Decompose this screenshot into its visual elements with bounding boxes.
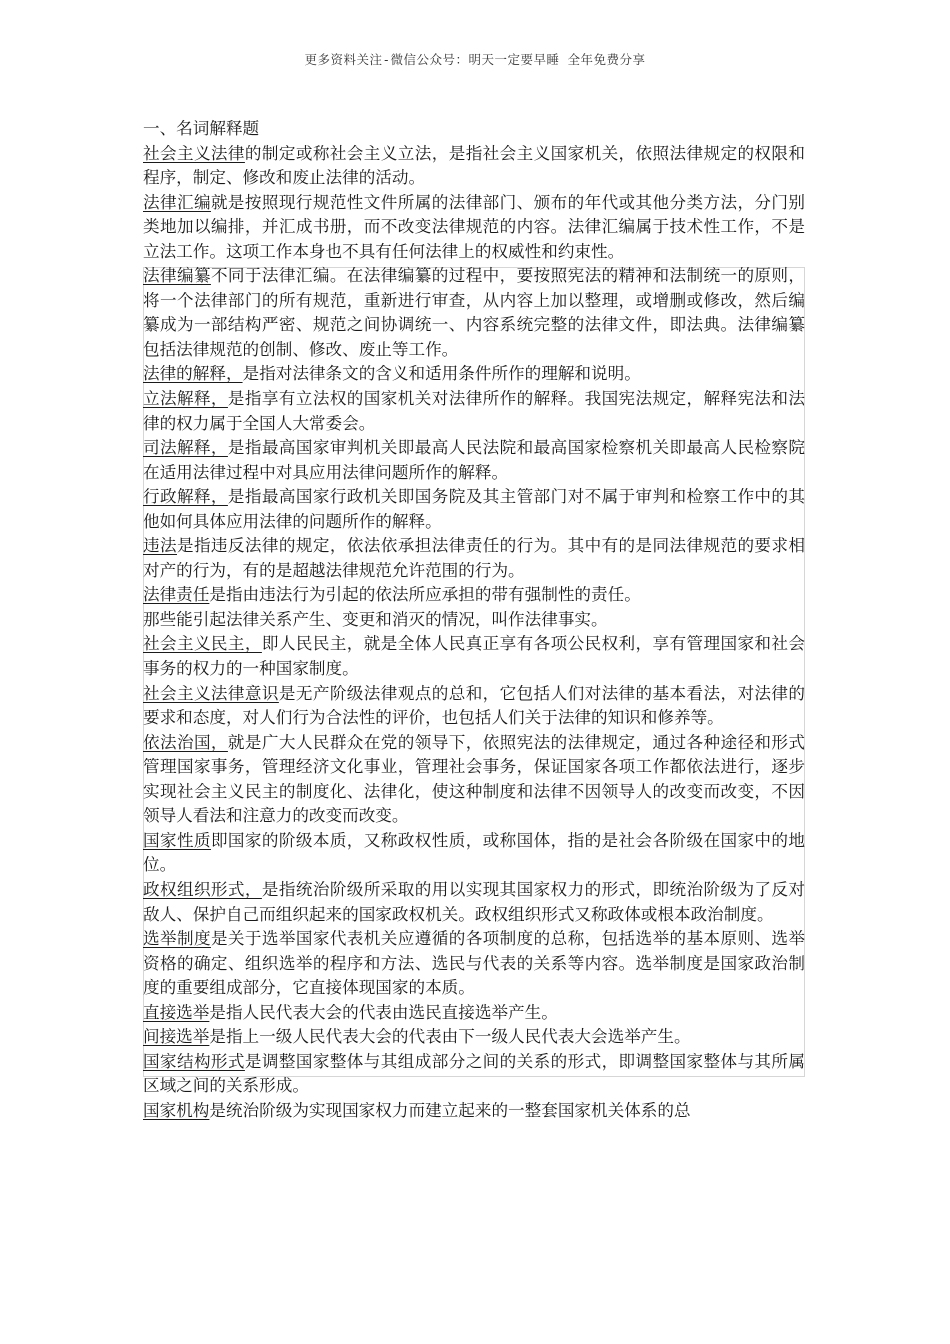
definition-term: 社会主义民主，	[143, 634, 262, 654]
document-body	[143, 117, 805, 1123]
definition-term: 间接选举	[143, 1027, 210, 1047]
definition-text: 是无产阶级法律观点的总和，它包括人们对法律的基本看法，对法律的要求和态度，对人们行为合法性的评价，也包括人们关于法律的知识和修养等。	[143, 683, 805, 728]
definition-entry	[143, 927, 805, 1001]
definition-text: 不同于法律汇编。在法律编纂的过程中，要按照宪法的精神和法制统一的原则，将一个法律部门的所有规范，重新进行审查，从内容上加以整理，或增删或修改，然后编纂成为一部结构严密、规范之间协调统一、内容系统完整的法律文件，即法典。法律编纂包括法律规范的创制、修改、废止等工作。	[143, 266, 805, 359]
definition-text: 是指最高国家行政机关即国务院及其主管部门对不属于审判和检察工作中的其他如何具体应用法律的问题所作的解释。	[143, 487, 805, 531]
definition-entry	[143, 1025, 805, 1050]
definition-entry	[143, 632, 805, 681]
definition-entry	[143, 583, 805, 608]
definition-term: 法律责任	[143, 585, 210, 605]
definition-text: 即人民民主，就是全体人民真正享有各项公民权利，享有管理国家和社会事务的权力的一种国家制度。	[143, 634, 805, 679]
definition-term: 国家结构形式	[143, 1051, 245, 1071]
definition-entry	[143, 878, 805, 927]
definition-text: 即国家的阶级本质，又称政权性质，或称国体，指的是社会各阶级在国家中的地位。	[143, 830, 805, 875]
definition-term: 国家性质	[143, 830, 211, 850]
definition-text: 是统治阶级为实现国家权力而建立起来的一整套国家机关体系的总	[209, 1100, 691, 1120]
definition-entry	[143, 682, 805, 731]
definition-entry	[143, 1099, 805, 1124]
definition-entry	[143, 362, 805, 387]
definition-term: 司法解释，	[143, 438, 228, 458]
definition-text: 是指上一级人民代表大会的代表由下一级人民代表大会选举产生。	[209, 1027, 691, 1047]
definition-term: 立法解释，	[143, 389, 228, 409]
definition-entry	[143, 485, 805, 534]
definition-term: 法律的解释，	[143, 364, 243, 384]
definition-text: 是指最高国家审判机关即最高人民法院和最高国家检察机关即最高人民检察院在适用法律过程中对具应用法律问题所作的解释。	[143, 438, 805, 482]
definition-text: 那些能引起法律关系产生、变更和消灭的情况，叫作法律事实。	[143, 609, 608, 629]
definition-entry	[143, 731, 805, 829]
definition-text: 是指统治阶级所采取的用以实现其国家权力的形式，即统治阶级为了反对敌人、保护自己而组织起来的国家政权机关。政权组织形式又称政体或根本政治制度。	[143, 879, 805, 924]
definition-term: 社会主义法律意识	[143, 683, 279, 703]
definition-term: 行政解释，	[143, 487, 228, 507]
definition-entry	[143, 264, 805, 362]
definition-entry	[143, 387, 805, 436]
definition-term: 直接选举	[143, 1002, 210, 1022]
definition-term: 选举制度	[143, 929, 211, 949]
definition-text: 是调整国家整体与其组成部分之间的关系的形式，即调整国家整体与其所属区域之间的关系形成。	[143, 1051, 805, 1096]
definition-text: 是指享有立法权的国家机关对法律所作的解释。我国宪法规定，解释宪法和法律的权力属于全国人大常委会。	[143, 389, 805, 433]
definition-term: 国家机构	[143, 1100, 210, 1120]
page-header: 更多资料关注-微信公众号：明天一定要早睡 全年免费分享	[304, 52, 646, 67]
definition-term: 法律编纂	[143, 266, 211, 286]
definition-text: 就是广大人民群众在党的领导下，依照宪法的法律规定，通过各种途径和形式管理国家事务，管理经济文化事业，管理社会事务，保证国家各项工作都依法进行，逐步实现社会主义民主的制度化、法律化，使这种制度和法律不因领导人的改变而改变，不因领导人看法和注意力的改变而改变。	[143, 732, 805, 826]
definition-entry	[143, 829, 805, 878]
definition-text: 的制定或称社会主义立法，是指社会主义国家机关，依照法律规定的权限和程序，制定、修改和废止法律的活动。	[143, 143, 805, 188]
definition-text: 是指人民代表大会的代表由选民直接选举产生。	[209, 1002, 558, 1022]
definition-entry	[143, 436, 805, 485]
definition-list	[143, 142, 805, 1124]
definition-term: 政权组织形式，	[143, 879, 262, 899]
definition-text: 是指由违法行为引起的依法所应承担的带有强制性的责任。	[209, 585, 641, 605]
definition-text: 就是按照现行规范性文件所属的法律部门、颁布的年代或其他分类方法，分门别类地加以编排，并汇成书册，而不改变法律规范的内容。法律汇编属于技术性工作，不是立法工作。这项工作本身也不具有任何法律上的权威性和约束性。	[143, 192, 805, 261]
definition-entry	[143, 534, 805, 583]
definition-text: 是指对法律条文的含义和适用条件所作的理解和说明。	[242, 364, 641, 384]
definition-entry	[143, 1001, 805, 1026]
definition-entry	[143, 191, 805, 265]
definition-term: 违法	[143, 536, 177, 556]
definition-text: 是指违反法律的规定，依法依承担法律责任的行为。其中有的是同法律规范的要求相对产的行为，有的是超越法律规范允许范围的行为。	[143, 536, 805, 580]
definition-term: 法律汇编	[143, 192, 211, 212]
definition-term: 社会主义法律	[143, 143, 245, 163]
definition-entry	[143, 1050, 805, 1099]
definition-term: 依法治国，	[143, 732, 228, 752]
definition-entry	[143, 142, 805, 191]
definition-text: 是关于选举国家代表机关应遵循的各项制度的总称，包括选举的基本原则、选举资格的确定、组织选举的程序和方法、选民与代表的关系等内容。选举制度是国家政治制度的重要组成部分，它直接体现国家的本质。	[143, 929, 805, 998]
section-title: 一、名词解释题	[143, 119, 260, 138]
definition-entry	[143, 608, 805, 633]
